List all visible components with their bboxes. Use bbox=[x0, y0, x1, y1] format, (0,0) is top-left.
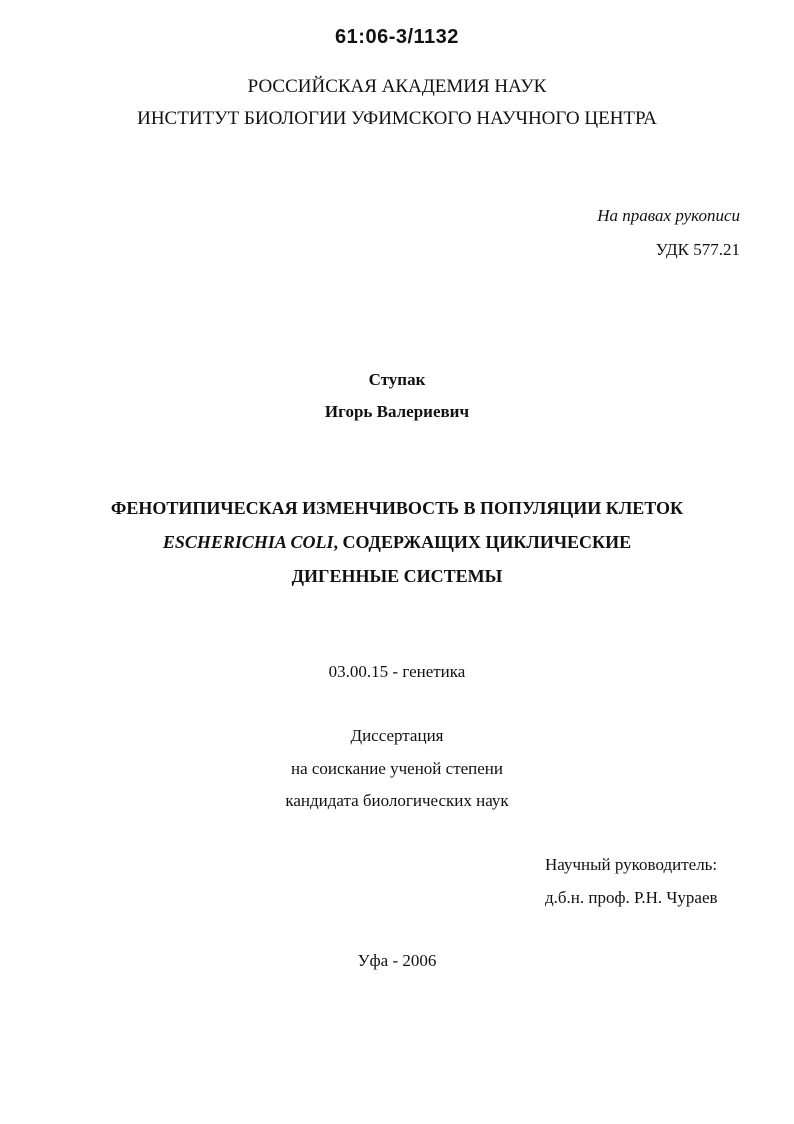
thesis-title-line-2-rest: , СОДЕРЖАЩИХ ЦИКЛИЧЕСКИЕ bbox=[333, 532, 632, 552]
manuscript-rights-note: На правах рукописи bbox=[597, 206, 740, 225]
organization-line-1: РОССИЙСКАЯ АКАДЕМИЯ НАУК bbox=[247, 76, 547, 97]
species-name: ESCHERICHIA COLI bbox=[162, 532, 334, 552]
author-given-names: Игорь Валериевич bbox=[324, 402, 470, 421]
degree-name: кандидата биологических наук bbox=[285, 791, 509, 810]
supervisor-label: Научный руководитель: bbox=[545, 855, 718, 874]
udc-code: УДК 577.21 bbox=[655, 240, 740, 259]
archive-stamp: 61:06-3/1132 bbox=[335, 26, 459, 48]
degree-purpose: на соискание ученой степени bbox=[290, 759, 504, 778]
organization-line-2: ИНСТИТУТ БИОЛОГИИ УФИМСКОГО НАУЧНОГО ЦЕНТРА bbox=[137, 108, 657, 129]
specialty-code: 03.00.15 - генетика bbox=[328, 662, 466, 681]
supervisor-name: д.б.н. проф. Р.Н. Чураев bbox=[545, 888, 718, 907]
thesis-title-line-2 bbox=[0, 532, 794, 553]
place-and-year: Уфа - 2006 bbox=[357, 951, 437, 970]
document-type: Диссертация bbox=[350, 726, 444, 745]
author-surname: Ступак bbox=[368, 370, 426, 389]
thesis-title-line-1: ФЕНОТИПИЧЕСКАЯ ИЗМЕНЧИВОСТЬ В ПОПУЛЯЦИИ КЛЕТОК bbox=[110, 498, 684, 518]
thesis-title-line-3: ДИГЕННЫЕ СИСТЕМЫ bbox=[291, 566, 503, 586]
